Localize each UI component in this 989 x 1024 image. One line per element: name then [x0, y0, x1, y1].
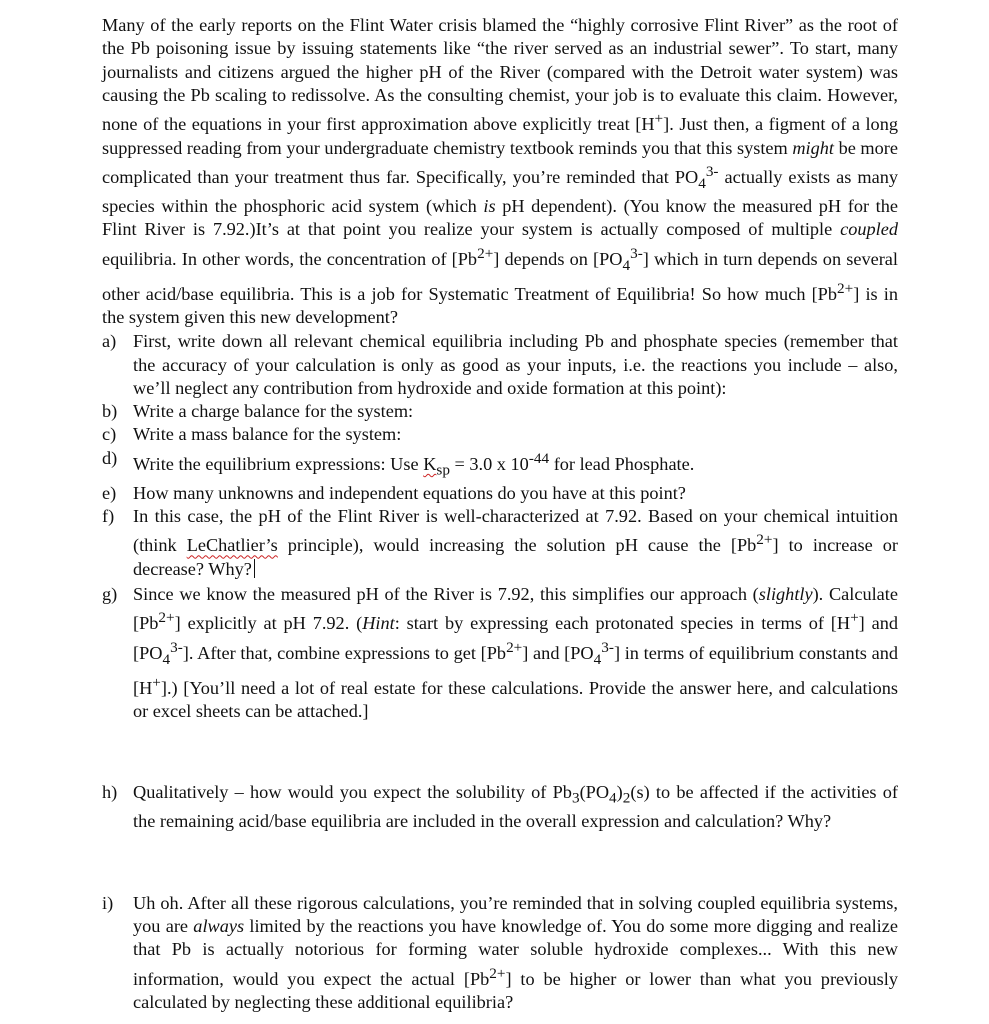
question-text: [133, 505, 898, 581]
subscript: 4: [609, 790, 617, 808]
text-cursor: [254, 559, 256, 578]
intro-text: Many of the early reports on the Flint Water crisis blamed the “highly corrosive Flint River” as the root of the Pb poisoning issue by issuing statements like “the river served as an industrial sewer”. To start, many journalists and citizens argued the higher pH of the River (compared with the Detroit water system) was causing the Pb scaling to redissolve. As the consulting chemist, your job is to evaluate this claim. However, none of the equations in your first approximation above explicitly treat [H: [102, 15, 898, 135]
question-text-part: ].) [You’ll need a lot of real estate for these calculations. Provide the answer here, and calculations or excel sheets can be attached.]: [133, 677, 898, 722]
question-text: First, write down all relevant chemical equilibria including Pb and phosphate species (remember that the accuracy of your calculation is only as good as your inputs, i.e. the reactions you include – also, we’ll neglect any contribution from hydroxide and oxide formation at this point):: [133, 331, 898, 398]
exponent: -44: [528, 449, 550, 467]
emphasis-is: is: [483, 195, 496, 216]
question-text-part: ): [616, 782, 623, 803]
intro-text: ] is in the system given this new development?: [102, 283, 898, 327]
emphasis-hint: Hint: [362, 613, 395, 634]
question-text-part: Since we know the measured pH of the River is 7.92, this simplifies our approach (: [133, 584, 759, 605]
question-text-part: ] and [PO: [522, 642, 594, 663]
intro-text: equilibria. In other words, the concentration of [Pb: [102, 248, 478, 269]
question-text-part: ] to increase or decrease? Why?: [133, 535, 898, 579]
question-label: c): [102, 424, 117, 445]
superscript: 3-: [170, 638, 183, 656]
question-g: [102, 583, 898, 723]
intro-text: ]. Just then, a figment of a long suppressed reading from your undergraduate chemistry textbook reminds you that this system: [102, 114, 898, 158]
intro-text: ] which in turn depends on several other acid/base equilibria. This is a job for Systematic Treatment of Equilibria! So how much [Pb: [102, 248, 898, 304]
question-text-part: : start by expressing each protonated species in terms of [H: [394, 613, 851, 634]
question-label: b): [102, 401, 118, 422]
superscript: +: [850, 609, 859, 627]
document-page: [102, 14, 898, 1014]
question-label: f): [102, 506, 115, 527]
intro-paragraph: [102, 14, 898, 329]
question-label: a): [102, 331, 117, 352]
superscript: 2+: [158, 609, 175, 627]
question-i: [102, 892, 898, 1015]
subscript: 4: [593, 650, 602, 668]
question-text-part: (PO: [579, 782, 610, 803]
question-text: Write a mass balance for the system:: [133, 424, 402, 445]
question-text-part: ]. After that, combine expressions to get [Pb: [182, 642, 507, 663]
superscript: 3-: [601, 638, 614, 656]
question-text-part: In this case, the pH of the Flint River is well-characterized at 7.92. Based on your chemical intuition (think: [133, 506, 898, 556]
question-text-part: ] explicitly at pH 7.92. (: [174, 613, 363, 634]
question-text-part: = 3.0 x 10: [449, 453, 529, 474]
ksp-subscript: sp: [436, 461, 450, 479]
question-label: h): [102, 782, 118, 803]
question-text-part: for lead Phosphate.: [549, 453, 695, 474]
question-text-part: limited by the reactions you have knowledge of. You do some more digging and realize that Pb is actually notorious for forming water soluble hydroxide complexes... With this new information, would you expect the actual [Pb: [133, 916, 898, 989]
question-list: [102, 330, 898, 1014]
emphasis-always: always: [193, 916, 245, 937]
question-label: i): [102, 892, 114, 913]
subscript: 2: [622, 790, 631, 808]
question-text: [133, 447, 898, 482]
question-a: [102, 330, 898, 400]
question-text: [133, 892, 898, 1015]
superscript: 3-: [630, 244, 643, 262]
question-c: [102, 423, 898, 446]
superscript: 2+: [756, 531, 773, 549]
spellcheck-word: LeChatlier’s: [186, 535, 278, 556]
question-f: [102, 505, 898, 581]
subscript: 4: [698, 174, 706, 192]
intro-text: ] depends on [PO: [493, 248, 623, 269]
question-text-part: Uh oh. After all these rigorous calculations, you’re reminded that in solving coupled equilibria systems, you are: [133, 892, 898, 937]
question-label: d): [102, 447, 118, 468]
superscript: 3-: [705, 162, 719, 180]
intro-text: actually exists as many species within the phosphoric acid system (which: [102, 166, 898, 216]
subscript: 4: [622, 256, 631, 274]
superscript: 2+: [837, 279, 854, 297]
question-text-part: ] to be higher or lower than what you previously calculated by neglecting these additional equilibria?: [133, 968, 898, 1013]
emphasis-slightly: slightly: [758, 584, 813, 605]
intro-text: pH dependent). (You know the measured pH for the Flint River is 7.92.)It’s at that point you realize your system is actually composed of multiple: [102, 195, 898, 240]
question-label: g): [102, 584, 118, 605]
question-text: How many unknowns and independent equations do you have at this point?: [133, 482, 686, 503]
question-text-part: principle), would increasing the solution pH cause the [Pb: [277, 535, 757, 556]
question-text-part: Qualitatively – how would you expect the solubility of Pb: [133, 782, 572, 803]
superscript: +: [152, 673, 161, 691]
question-e: [102, 482, 898, 505]
intro-text: be more complicated than your treatment thus far. Specifically, you’re reminded that PO: [102, 137, 898, 187]
question-text-part: ). Calculate [Pb: [133, 584, 898, 634]
superscript: +: [654, 110, 664, 128]
question-text: Write a charge balance for the system:: [133, 401, 414, 422]
subscript: 4: [162, 650, 171, 668]
ksp-k: K: [423, 453, 437, 474]
superscript: 2+: [489, 964, 506, 982]
question-b: [102, 400, 898, 423]
emphasis-might: might: [792, 137, 834, 158]
superscript: 2+: [477, 244, 494, 262]
question-text: [133, 583, 898, 723]
question-text: [133, 781, 898, 833]
question-text-part: Write the equilibrium expressions: Use: [133, 453, 424, 474]
question-text-part: ] and [PO: [133, 613, 898, 663]
emphasis-coupled: coupled: [840, 219, 898, 240]
question-label: e): [102, 482, 117, 503]
question-h: [102, 781, 898, 833]
question-d: [102, 447, 898, 482]
question-text-part: (s) to be affected if the activities of the remaining acid/base equilibria are included in the overall expression and calculation? Why?: [133, 782, 899, 832]
ksp-symbol: [423, 453, 450, 479]
superscript: 2+: [506, 638, 523, 656]
subscript: 3: [571, 790, 580, 808]
question-text-part: ] in terms of equilibrium constants and [H: [133, 642, 898, 698]
